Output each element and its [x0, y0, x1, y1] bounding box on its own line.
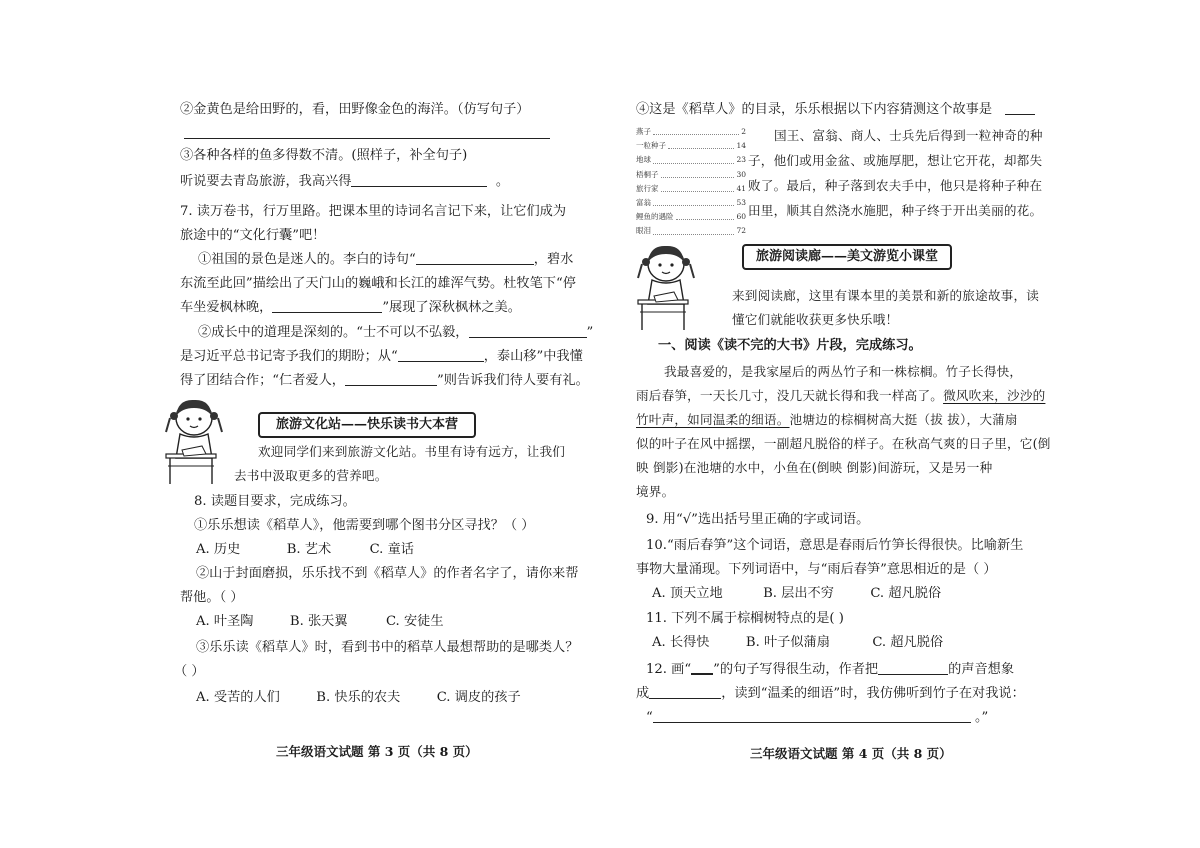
question-7-2-cont2: 得了团结合作；“仁者爱人， ”则告诉我们待人要有礼。 [180, 373, 589, 388]
passage-line: 境界。 [636, 484, 675, 499]
option-c[interactable]: C. 超凡脱俗 [872, 635, 944, 650]
option-c[interactable]: C. 童话 [369, 542, 414, 557]
toc-leader [661, 168, 735, 178]
toc-entry [636, 182, 746, 196]
question-11: 11. 下列不属于棕榈树特点的是( ) [646, 611, 844, 626]
question-8-1-options [196, 540, 414, 560]
option-b[interactable]: B. 叶子似蒲扇 [745, 635, 830, 650]
toc-leader [676, 210, 735, 220]
girl-reading-icon [162, 394, 226, 486]
toc-page: 2 [741, 127, 746, 136]
passage-line: 雨后春笋，一天长几寸，没几天就长得和我一样高了。微风吹来，沙沙的 [636, 388, 1046, 403]
toc-page: 53 [736, 198, 746, 208]
answer-blank[interactable] [345, 371, 437, 386]
toc-title: 燕子 [636, 127, 651, 136]
story-summary-line: 败了。最后，种子落到农夫手中，他只是将种子种在 [748, 178, 1043, 193]
underlined-sentence: 竹叶声，如同温柔的细语。 [636, 412, 790, 427]
option-c[interactable]: C. 调皮的孩子 [436, 690, 521, 705]
question-8-title: 8. 读题目要求，完成练习。 [194, 494, 356, 509]
question-10: 10.“雨后春笋”这个词语，意思是春雨后竹笋长得很快。比喻新生 [646, 538, 1024, 553]
page-footer: 三年级语文试题 第 4 页（共 8 页） [750, 746, 952, 761]
toc-title: 旅行家 [636, 183, 659, 193]
story-summary-line: 国王、富翁、商人、士兵先后得到一粒神奇的种 [774, 128, 1043, 143]
answer-blank[interactable] [272, 298, 382, 313]
page-3 [174, 0, 594, 848]
question-8-2: ②山于封面磨损，乐乐找不到《稻草人》的作者名字了，请你来帮 [196, 566, 579, 581]
question-8-1: ①乐乐想读《稻草人》，他需要到哪个图书分区寻找？（ ） [194, 518, 535, 533]
toc-leader [661, 182, 735, 192]
toc-title: 鲤鱼的遇险 [636, 212, 674, 222]
section-banner: 旅游阅读廊——美文游览小课堂 [742, 244, 952, 270]
answer-blank[interactable] [1005, 100, 1035, 115]
question-6-3: ③各种各样的鱼多得数不清。(照样子，补全句子) [180, 148, 468, 163]
question-7-1-cont2: 车坐爱枫林晚， ”展现了深秋枫林之美。 [180, 300, 521, 315]
answer-blank[interactable] [398, 347, 484, 362]
toc-title: 地球 [636, 155, 651, 165]
welcome-text: 欢迎同学们来到旅游文化站。书里有诗有远方，让我们 [258, 444, 566, 459]
question-4: ④这是《稻草人》的目录，乐乐根据以下内容猜测这个故事是 [636, 100, 1035, 120]
question-6-2: ②金黄色是给田野的，看，田野像金色的海洋。（仿写句子） [180, 102, 530, 117]
question-11-options [652, 633, 943, 653]
story-summary-line: 子，他们或用金盆、或施厚肥，想让它开花，却都失 [748, 153, 1043, 168]
toc-page: 72 [736, 226, 746, 236]
page-footer: 三年级语文试题 第 3 页（共 8 页） [276, 744, 478, 759]
answer-blank[interactable] [653, 708, 971, 723]
toc-page: 14 [736, 141, 746, 151]
answer-blank[interactable] [351, 172, 487, 187]
option-b[interactable]: B. 张天翼 [289, 614, 348, 629]
underline-mark [691, 659, 713, 675]
passage-line: 竹叶声，如同温柔的细语。池塘边的棕榈树高大挺（拔 拔），大蒲扇 [636, 412, 1018, 427]
toc-leader [668, 139, 734, 149]
girl-reading-icon [634, 240, 698, 332]
question-8-3-options [196, 688, 521, 708]
toc-entry [636, 125, 746, 139]
toc-title: 梧桐子 [636, 169, 659, 179]
story-summary-line: 田里，顺其自然浇水施肥，种子终于开出美丽的花。 [748, 203, 1043, 218]
toc-entry [636, 139, 746, 153]
question-8-2-options [196, 612, 444, 632]
option-a[interactable]: A. 长得快 [652, 635, 710, 650]
answer-line[interactable] [184, 138, 550, 139]
option-b[interactable]: B. 快乐的农夫 [316, 690, 401, 705]
question-12-cont: 成 ，读到“温柔的细语”时，我仿佛听到竹子在对我说： [636, 686, 1025, 701]
question-10-options [652, 584, 941, 604]
option-a[interactable]: A. 顶天立地 [652, 586, 723, 601]
question-8-2-cont: 帮他。（ ） [180, 590, 244, 605]
option-a[interactable]: A. 历史 [196, 542, 241, 557]
toc-leader [653, 153, 734, 163]
question-12: 12. 画“ ”的句子写得很生动，作者把 的声音想象 [646, 659, 1014, 680]
toc-page: 60 [736, 212, 746, 222]
toc-page: 23 [736, 155, 746, 165]
option-a[interactable]: A. 受苦的人们 [196, 690, 280, 705]
toc-leader [653, 224, 734, 234]
option-c[interactable]: C. 超凡脱俗 [870, 586, 942, 601]
passage-line: 似的叶子在风中摇摆，一副超凡脱俗的样子。在秋高气爽的日子里，它(倒 [636, 436, 1051, 451]
question-7-title: 7. 读万卷书，行万里路。把课本里的诗词名言记下来，让它们成为 [180, 204, 567, 219]
passage-line: 我最喜爱的，是我家屋后的两丛竹子和一株棕榈。竹子长得快， [664, 364, 1023, 379]
option-c[interactable]: C. 安徒生 [385, 614, 444, 629]
toc-entry [636, 210, 746, 224]
answer-blank[interactable] [469, 323, 587, 338]
question-8-3-cont: （ ） [174, 664, 205, 679]
underlined-sentence: 微风吹来，沙沙的 [943, 388, 1046, 403]
option-b[interactable]: B. 艺术 [286, 542, 332, 557]
intro-text: 来到阅读廊，这里有课本里的美景和新的旅途故事，读 [732, 288, 1040, 303]
toc-entry [636, 153, 746, 167]
toc-entry [636, 168, 746, 182]
section-banner: 旅游文化站——快乐读书大本营 [258, 412, 476, 438]
option-b[interactable]: B. 层出不穷 [763, 586, 834, 601]
toc-page: 41 [736, 183, 746, 193]
answer-blank[interactable] [878, 660, 948, 675]
question-7-1-cont: 东流至此回”描绘出了天门山的巍峨和长江的雄浑气势。杜牧笔下“停 [180, 276, 576, 291]
option-a[interactable]: A. 叶圣陶 [196, 614, 254, 629]
question-10-cont: 事物大量涌现。下列词语中，与“雨后春笋”意思相近的是（ ） [636, 562, 997, 577]
question-7-title-cont: 旅途中的“文化行囊”吧！ [180, 228, 326, 243]
toc-leader [653, 125, 739, 135]
page-4 [636, 0, 1050, 848]
table-of-contents [636, 125, 746, 239]
question-7-1: ①祖国的景色是迷人的。李白的诗句“ ，碧水 [198, 252, 574, 267]
question-7-2-cont: 是习近平总书记寄予我们的期盼；从“ ，泰山移”中我懂 [180, 349, 583, 364]
answer-blank[interactable] [649, 684, 721, 699]
reading-section-title: 一、阅读《读不完的大书》片段，完成练习。 [658, 338, 922, 353]
welcome-text-cont: 去书中汲取更多的营养吧。 [234, 468, 388, 483]
toc-title: 一粒种子 [636, 141, 666, 151]
question-6-3-sentence: 听说要去青岛旅游，我高兴得 。 [180, 174, 510, 189]
toc-entry [636, 224, 746, 238]
toc-title: 富翁 [636, 198, 651, 208]
answer-blank[interactable] [416, 250, 534, 265]
passage-line: 映 倒影)在池塘的水中，小鱼在(倒映 倒影)间游玩，又是另一种 [636, 460, 993, 475]
intro-text-cont: 懂它们就能收获更多快乐哦！ [732, 312, 899, 327]
question-8-3: ③乐乐读《稻草人》时，看到书中的稻草人最想帮助的是哪类人？ [196, 640, 579, 655]
question-7-2: ②成长中的道理是深刻的。“士不可以不弘毅， ” [198, 325, 594, 340]
toc-title: 眼泪 [636, 226, 651, 236]
toc-entry [636, 196, 746, 210]
question-9: 9. 用“√”选出括号里正确的字或词语。 [646, 512, 870, 527]
toc-leader [653, 196, 734, 206]
toc-page: 30 [736, 169, 746, 179]
question-12-answer: “ 。” [646, 710, 989, 725]
